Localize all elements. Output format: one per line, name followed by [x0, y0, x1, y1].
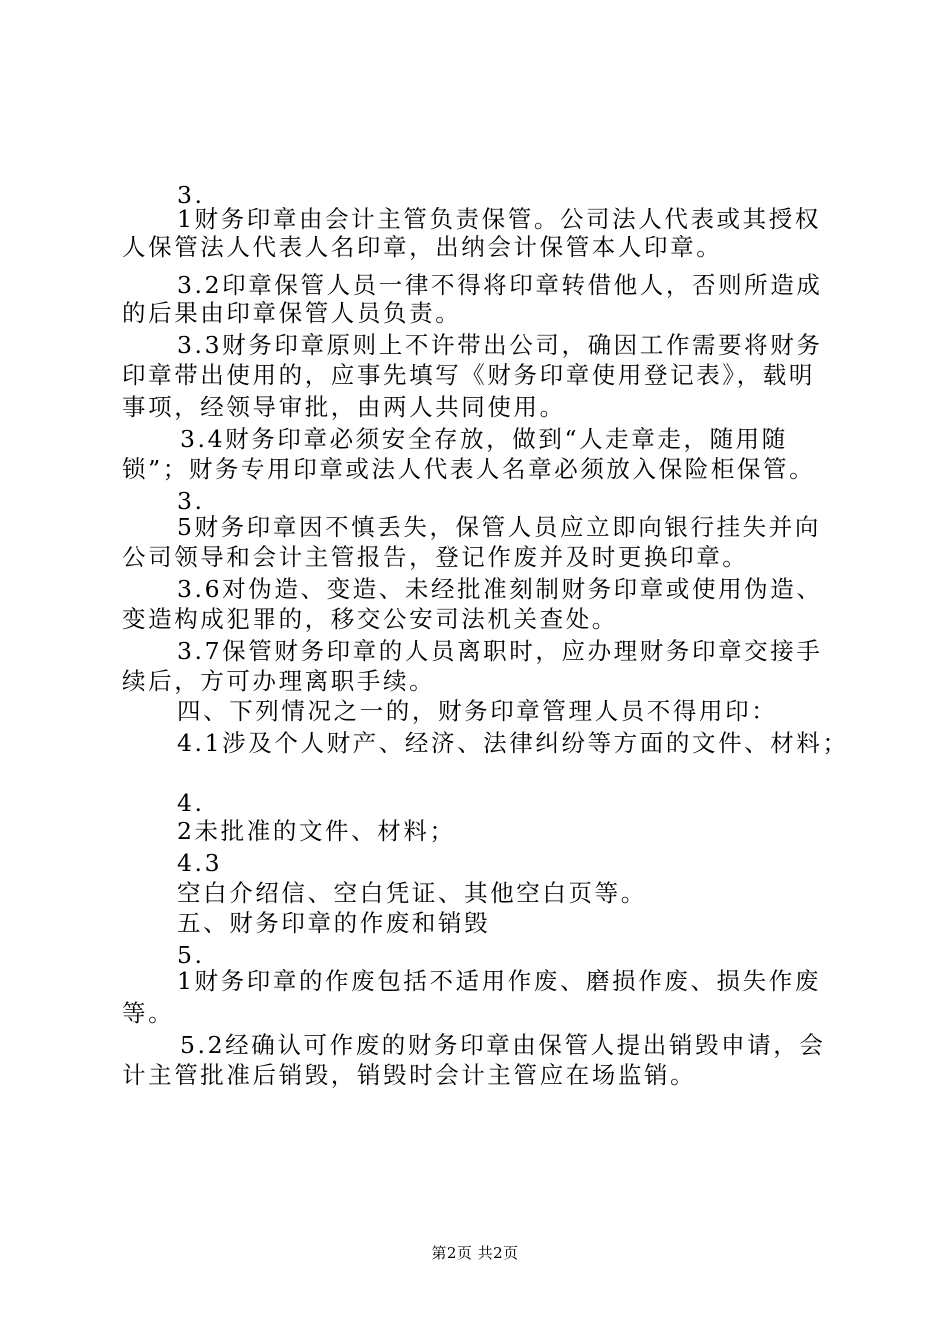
text-line: 3.3财务印章原则上不许带出公司，确因工作需要将财务 — [177, 331, 823, 359]
text-line: 3. — [177, 181, 205, 209]
text-line: 3.2印章保管人员一律不得将印章转借他人，否则所造成 — [177, 271, 823, 299]
text-line: 5财务印章因不慎丢失，保管人员应立即向银行挂失并向 — [177, 513, 821, 541]
text-line: 的后果由印章保管人员负责。 — [122, 299, 462, 327]
text-line: 4.1涉及个人财产、经济、法律纠纷等方面的文件、材料； — [177, 729, 849, 757]
text-line: 空白介绍信、空白凭证、其他空白页等。 — [177, 879, 647, 907]
text-line: 四、下列情况之一的，财务印章管理人员不得用印： — [177, 697, 778, 725]
text-line: 4.3 — [177, 849, 223, 877]
text-line: 3.6对伪造、变造、未经批准刻制财务印章或使用伪造、 — [177, 575, 823, 603]
text-line: 锁”；财务专用印章或法人代表人名章必须放入保险柜保管。 — [122, 455, 816, 483]
text-line: 印章带出使用的，应事先填写《财务印章使用登记表》，载明 — [122, 361, 815, 389]
text-line: 1财务印章由会计主管负责保管。公司法人代表或其授权 — [177, 205, 821, 233]
text-line: 3. — [177, 487, 205, 515]
text-line: 五、财务印章的作废和销毁 — [177, 909, 491, 937]
text-line: 5.2经确认可作废的财务印章由保管人提出销毁申请，会 — [180, 1031, 826, 1059]
text-line: 变造构成犯罪的，移交公安司法机关查处。 — [122, 605, 618, 633]
text-line: 人保管法人代表人名印章，出纳会计保管本人印章。 — [122, 233, 723, 261]
text-line: 4. — [177, 789, 205, 817]
page-footer: 第2页 共2页 — [431, 1244, 519, 1262]
text-line: 事项，经领导审批，由两人共同使用。 — [122, 393, 566, 421]
text-line: 2未批准的文件、材料； — [177, 817, 456, 845]
text-line: 3.4财务印章必须安全存放，做到“人走章走，随用随 — [180, 425, 788, 453]
text-line: 等。 — [122, 999, 175, 1027]
text-line: 公司领导和会计主管报告，登记作废并及时更换印章。 — [122, 543, 749, 571]
text-line: 1财务印章的作废包括不适用作废、磨损作废、损失作废 — [177, 967, 821, 995]
text-line: 计主管批准后销毁，销毁时会计主管应在场监销。 — [122, 1061, 697, 1089]
text-line: 5. — [177, 941, 205, 969]
text-line: 3.7保管财务印章的人员离职时，应办理财务印章交接手 — [177, 637, 823, 665]
text-line: 续后，方可办理离职手续。 — [122, 667, 436, 695]
